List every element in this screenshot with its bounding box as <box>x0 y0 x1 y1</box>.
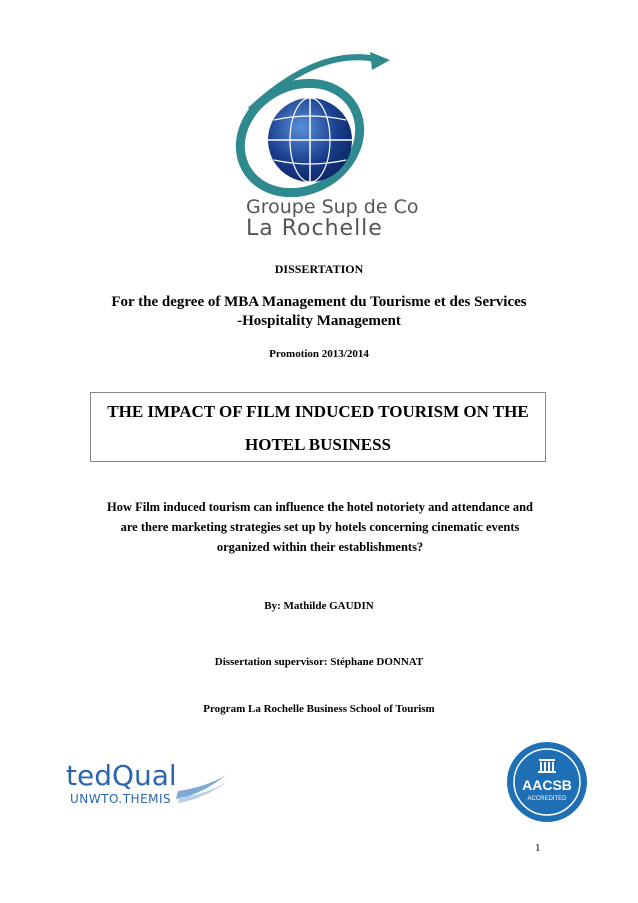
supervisor: Dissertation supervisor: Stéphane DONNAT <box>214 656 424 668</box>
promotion: Promotion 2013/2014 <box>269 348 369 360</box>
logo-text-line2: La Rochelle <box>246 216 383 241</box>
research-question <box>95 497 545 557</box>
question-line1: How Film induced tourism can influence the hotel notoriety and attendance and <box>106 500 534 514</box>
degree-line2: -Hospitality Management <box>237 313 401 329</box>
tedqual-word: tedQual <box>66 759 177 792</box>
degree-statement <box>0 293 638 331</box>
title-line1: THE IMPACT OF FILM INDUCED TOURISM ON THE <box>107 402 529 421</box>
dissertation-title-box <box>90 392 546 462</box>
aacsb-seal <box>506 741 588 823</box>
tedqual-logo <box>66 755 231 810</box>
question-line3: organized within their establishments? <box>216 540 424 554</box>
title-line2: HOTEL BUSINESS <box>245 435 391 454</box>
tedqual-subtitle: UNWTO.THEMIS <box>70 792 172 806</box>
logo-text-line1: Groupe Sup de Co <box>246 196 419 218</box>
globe-swoosh-icon <box>210 50 410 200</box>
aacsb-name: AACSB <box>522 777 572 793</box>
degree-line1: For the degree of MBA Management du Tourisme et des Services <box>111 294 527 310</box>
document-type: DISSERTATION <box>274 262 364 276</box>
aacsb-status: ACCREDITED <box>527 796 567 802</box>
author: By: Mathilde GAUDIN <box>264 600 374 612</box>
program: Program La Rochelle Business School of Tourism <box>203 703 435 715</box>
question-line2: are there marketing strategies set up by hotels concerning cinematic events <box>120 520 520 534</box>
page-number: 1 <box>535 842 541 854</box>
